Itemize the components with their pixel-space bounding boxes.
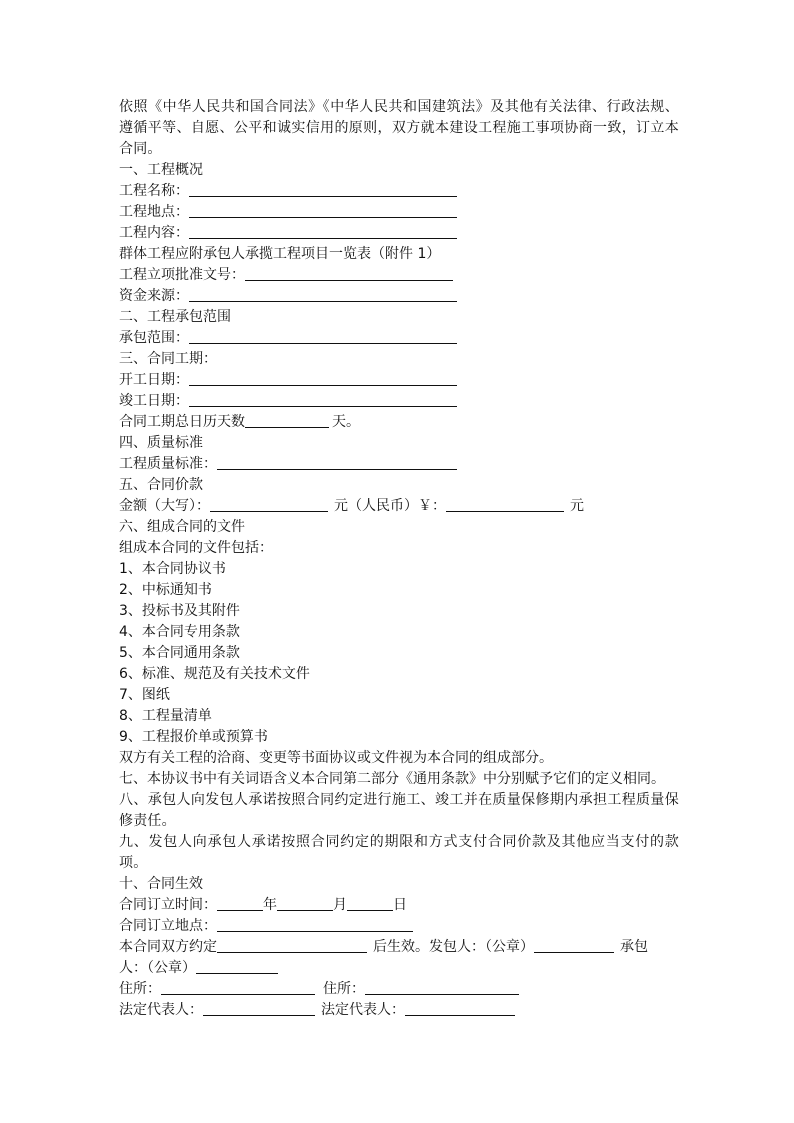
section-6-title: 六、组成合同的文件 (119, 519, 245, 535)
project-content-field[interactable] (189, 224, 457, 239)
documents-note: 双方有关工程的洽商、变更等书面协议或文件视为本合同的组成部分。 (119, 750, 553, 766)
end-date-row: 竣工日期： (119, 391, 679, 412)
section-3-title: 三、合同工期： (119, 351, 217, 367)
project-location-row: 工程地点： (119, 202, 679, 223)
document-item: 6、标准、规范及有关技术文件 (119, 666, 310, 682)
project-name-row: 工程名称： (119, 181, 679, 202)
project-name-field[interactable] (189, 182, 457, 197)
project-location-field[interactable] (189, 203, 457, 218)
contractor-address-field[interactable] (365, 980, 519, 995)
section-4-title: 四、质量标准 (119, 435, 203, 451)
funding-source-row: 资金来源： (119, 286, 679, 307)
document-item: 1、本合同协议书 (119, 561, 226, 577)
effect-condition-field[interactable] (217, 938, 367, 953)
section-8-text: 八、承包人向发包人承诺按照合同约定进行施工、竣工并在质量保修期内承担工程质量保修责任。 (119, 792, 679, 829)
address-row: 住所： 住所： (119, 979, 679, 1000)
document-item: 4、本合同专用条款 (119, 624, 240, 640)
start-date-row: 开工日期： (119, 370, 679, 391)
amount-number-field[interactable] (446, 497, 564, 512)
document-item: 5、本合同通用条款 (119, 645, 240, 661)
signing-day-field[interactable] (347, 896, 393, 911)
employer-seal-field[interactable] (534, 938, 614, 953)
employer-rep-field[interactable] (203, 1001, 315, 1016)
amount-row: 金额（大写）： 元（人民币）￥： 元 (119, 498, 584, 514)
section-2-title: 二、工程承包范围 (119, 309, 231, 325)
scope-row: 承包范围： (119, 328, 679, 349)
contract-document (119, 97, 679, 1021)
documents-intro: 组成本合同的文件包括： (119, 540, 273, 556)
amount-words-field[interactable] (210, 497, 328, 512)
quality-standard-field[interactable] (217, 455, 457, 470)
signing-place-field[interactable] (217, 917, 413, 932)
section-7-text: 七、本协议书中有关词语含义本合同第二部分《通用条款》中分别赋予它们的定义相同。 (119, 771, 665, 787)
effect-row: 本合同双方约定 后生效。发包人：（公章） 承包 (119, 939, 648, 955)
employer-address-field[interactable] (161, 980, 315, 995)
section-10-title: 十、合同生效 (119, 876, 203, 892)
start-date-field[interactable] (189, 371, 457, 386)
legal-rep-row: 法定代表人： 法定代表人： (119, 1000, 679, 1021)
signing-place-row: 合同订立地点： (119, 916, 679, 937)
contractor-seal-row: 人：（公章） (119, 958, 679, 979)
contractor-rep-field[interactable] (405, 1001, 515, 1016)
contractor-seal-field[interactable] (196, 959, 278, 974)
document-item: 2、中标通知书 (119, 582, 212, 598)
scope-field[interactable] (189, 329, 457, 344)
total-days-field[interactable] (245, 413, 329, 428)
signing-month-field[interactable] (277, 896, 333, 911)
project-content-row: 工程内容： (119, 223, 679, 244)
document-item: 8、工程量清单 (119, 708, 212, 724)
funding-source-field[interactable] (189, 287, 457, 302)
section-9-text: 九、发包人向承包人承诺按照合同约定的期限和方式支付合同价款及其他应当支付的款项。 (119, 834, 679, 871)
signing-time-row: 合同订立时间： 年 月 日 (119, 897, 407, 913)
document-item: 9、工程报价单或预算书 (119, 729, 268, 745)
quality-standard-row: 工程质量标准： (119, 454, 679, 475)
signing-year-field[interactable] (217, 896, 263, 911)
approval-number-field[interactable] (245, 266, 453, 281)
section-1-title: 一、工程概况 (119, 162, 203, 178)
group-project-note: 群体工程应附承包人承揽工程项目一览表（附件 1） (119, 246, 441, 262)
approval-number-row: 工程立项批准文号： (119, 265, 679, 286)
document-item: 7、图纸 (119, 687, 170, 703)
total-days-row: 合同工期总日历天数 天。 (119, 414, 360, 430)
document-item: 3、投标书及其附件 (119, 603, 240, 619)
section-5-title: 五、合同价款 (119, 477, 203, 493)
end-date-field[interactable] (189, 392, 457, 407)
intro-paragraph: 依照《中华人民共和国合同法》《中华人民共和国建筑法》及其他有关法律、行政法规、遵循平等、自愿、公平和诚实信用的原则，双方就本建设工程施工事项协商一致，订立本合同。 (119, 99, 679, 157)
